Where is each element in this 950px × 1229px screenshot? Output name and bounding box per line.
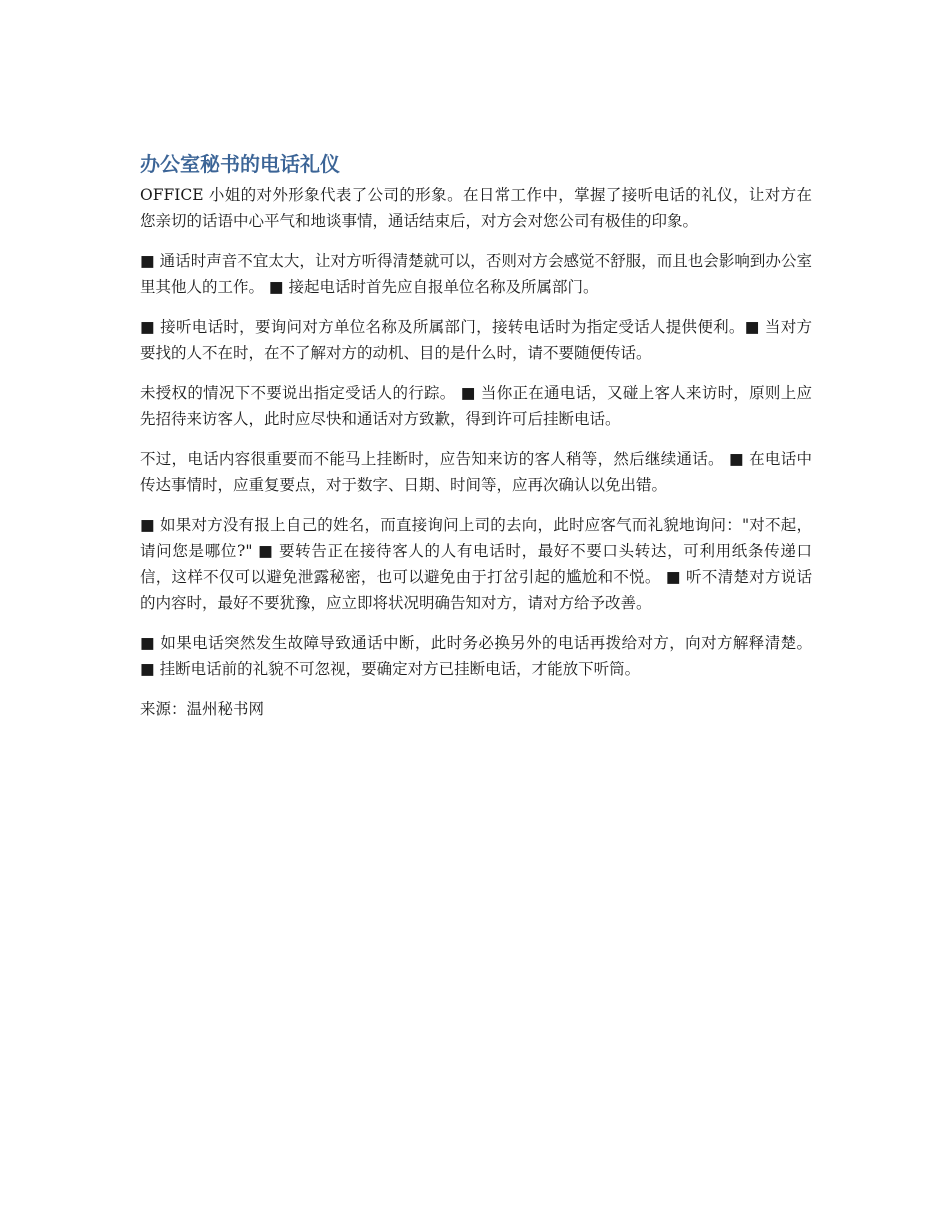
document-page — [140, 150, 812, 722]
paragraph-tip: 不过，电话内容很重要而不能马上挂断时，应告知来访的客人稍等，然后继续通话。 ■ 在电话中传达事情时，应重复要点，对于数字、日期、时间等，应再次确认以免出错。 — [140, 450, 812, 494]
paragraph-intro: OFFICE 小姐的对外形象代表了公司的形象。在日常工作中，掌握了接听电话的礼仪，让对方在您亲切的话语中心平气和地谈事情，通话结束后，对方会对您公司有极佳的印象。 — [140, 186, 812, 230]
paragraph-tip: ■ 接听电话时，要询问对方单位名称及所属部门，接转电话时为指定受话人提供便利。■ 当对方要找的人不在时，在不了解对方的动机、目的是什么时，请不要随便传话。 — [140, 318, 812, 362]
paragraph-tip: ■ 通话时声音不宜太大，让对方听得清楚就可以，否则对方会感觉不舒服，而且也会影响到办公室里其他人的工作。 ■ 接起电话时首先应自报单位名称及所属部门。 — [140, 252, 812, 296]
paragraph-tip: ■ 如果电话突然发生故障导致通话中断，此时务必换另外的电话再拨给对方，向对方解释清楚。 ■ 挂断电话前的礼貌不可忽视，要确定对方已挂断电话，才能放下听筒。 — [140, 634, 812, 678]
document-title: 办公室秘书的电话礼仪 — [140, 152, 340, 176]
paragraph-tip: 未授权的情况下不要说出指定受话人的行踪。 ■ 当你正在通电话，又碰上客人来访时，原则上应先招待来访客人，此时应尽快和通话对方致歉，得到许可后挂断电话。 — [140, 384, 812, 428]
paragraph-tip: ■ 如果对方没有报上自己的姓名，而直接询问上司的去向，此时应客气而礼貌地询问："对不起，请问您是哪位?" ■ 要转告正在接待客人的人有电话时，最好不要口头转达，可利用纸条传递口信，这样不仅可以避免泄露秘密，也可以避免由于打岔引起的尴尬和不悦。 ■ 听不清楚对方说话的内容时，最好不要犹豫，应立即将状况明确告知对方，请对方给予改善。 — [140, 516, 812, 612]
source-attribution: 来源：温州秘书网 — [140, 700, 265, 718]
